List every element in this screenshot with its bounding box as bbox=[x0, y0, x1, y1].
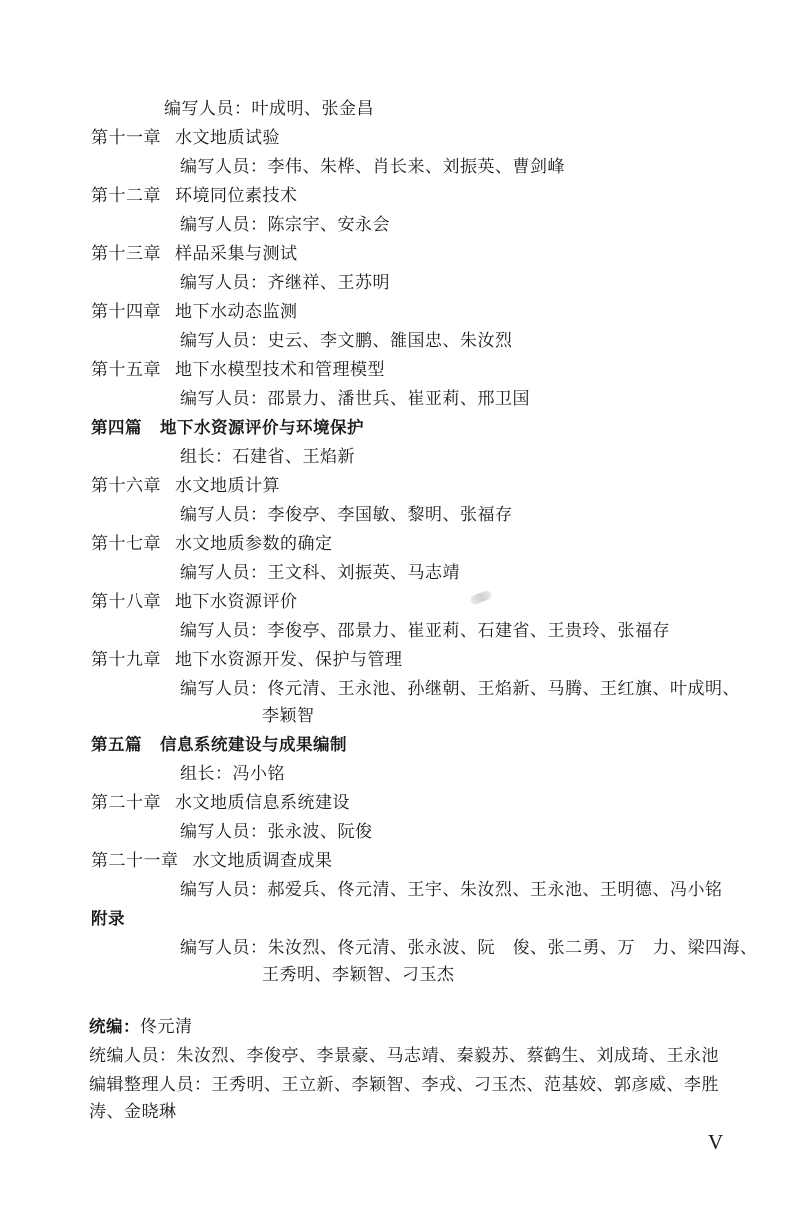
chapter-title: 环境同位素技术 bbox=[175, 186, 298, 206]
chapter-heading bbox=[91, 300, 298, 324]
chapter-number: 第十二章 bbox=[91, 186, 161, 206]
group-leader-line: 组长：冯小铭 bbox=[180, 764, 285, 784]
chapter-heading bbox=[91, 590, 298, 614]
chapter-heading bbox=[91, 474, 280, 498]
chapter-number: 第十八章 bbox=[91, 592, 161, 612]
compilers-line-continuation: 涛、金晓琳 bbox=[89, 1102, 177, 1122]
chapter-number: 第二十一章 bbox=[91, 851, 179, 871]
chapter-title: 水文地质计算 bbox=[175, 476, 280, 496]
author-line: 编写人员：邵景力、潘世兵、崔亚莉、邢卫国 bbox=[180, 389, 530, 409]
author-line: 编写人员：李伟、朱桦、肖长来、刘振英、曹剑峰 bbox=[180, 157, 565, 177]
author-line-continuation: 李颖智 bbox=[262, 706, 315, 726]
author-line: 编写人员：佟元清、王永池、孙继朝、王焰新、马腾、王红旗、叶成明、 bbox=[180, 679, 740, 699]
chapter-heading bbox=[91, 532, 333, 556]
chapter-title: 水文地质参数的确定 bbox=[175, 534, 333, 554]
author-line: 编写人员：史云、李文鹏、雒国忠、朱汝烈 bbox=[180, 331, 513, 351]
chapter-title: 水文地质调查成果 bbox=[192, 851, 333, 871]
chapter-number: 第十五章 bbox=[91, 360, 161, 380]
part-number: 第四篇 bbox=[91, 418, 142, 437]
editors-line: 统编人员：朱汝烈、李俊亭、李景豪、马志靖、秦毅苏、蔡鹤生、刘成琦、王永池 bbox=[89, 1046, 719, 1066]
appendix-heading: 附录 bbox=[91, 909, 125, 928]
chapter-number: 第十六章 bbox=[91, 476, 161, 496]
author-line: 编写人员：叶成明、张金昌 bbox=[164, 99, 374, 119]
chapter-number: 第十九章 bbox=[91, 650, 161, 670]
chapter-heading bbox=[91, 791, 350, 815]
chief-editor-name: 佟元清 bbox=[140, 1017, 193, 1037]
chapter-title: 地下水资源评价 bbox=[175, 592, 298, 612]
chapter-heading bbox=[91, 648, 403, 672]
chapter-heading bbox=[91, 184, 298, 208]
chapter-title: 地下水动态监测 bbox=[175, 302, 298, 322]
scan-smudge bbox=[469, 590, 493, 606]
author-line: 编写人员：张永波、阮俊 bbox=[180, 822, 373, 842]
group-leader-line: 组长：石建省、王焰新 bbox=[180, 447, 355, 467]
author-line: 编写人员：郝爱兵、佟元清、王宇、朱汝烈、王永池、王明德、冯小铭 bbox=[180, 880, 723, 900]
chapter-heading bbox=[91, 849, 333, 873]
chapter-heading bbox=[91, 126, 280, 150]
compilers-line: 编辑整理人员：王秀明、王立新、李颖智、李戎、刁玉杰、范基姣、郭彦威、李胜 bbox=[89, 1075, 719, 1095]
author-line: 编写人员：李俊亭、李国敏、黎明、张福存 bbox=[180, 505, 513, 525]
chapter-heading bbox=[91, 358, 385, 382]
chapter-heading bbox=[91, 242, 298, 266]
author-line: 编写人员：朱汝烈、佟元清、张永波、阮 俊、张二勇、万 力、梁四海、 bbox=[180, 938, 758, 958]
author-line: 编写人员：陈宗宇、安永会 bbox=[180, 215, 390, 235]
page-number: V bbox=[708, 1130, 724, 1154]
part-heading bbox=[91, 416, 364, 440]
chapter-title: 水文地质信息系统建设 bbox=[175, 793, 350, 813]
author-line: 编写人员：李俊亭、邵景力、崔亚莉、石建省、王贵玲、张福存 bbox=[180, 621, 670, 641]
part-title: 信息系统建设与成果编制 bbox=[160, 735, 347, 754]
chapter-title: 地下水资源开发、保护与管理 bbox=[175, 650, 403, 670]
chief-editor-label: 统编： bbox=[89, 1017, 140, 1036]
part-title: 地下水资源评价与环境保护 bbox=[160, 418, 364, 437]
author-line: 编写人员：王文科、刘振英、马志靖 bbox=[180, 563, 460, 583]
chief-editor-line bbox=[89, 1015, 193, 1039]
chapter-title: 样品采集与测试 bbox=[175, 244, 298, 264]
chapter-number: 第十三章 bbox=[91, 244, 161, 264]
chapter-title: 水文地质试验 bbox=[175, 128, 280, 148]
author-line: 编写人员：齐继祥、王苏明 bbox=[180, 273, 390, 293]
author-line-continuation: 王秀明、李颖智、刁玉杰 bbox=[262, 965, 455, 985]
part-number: 第五篇 bbox=[91, 735, 142, 754]
chapter-title: 地下水模型技术和管理模型 bbox=[175, 360, 385, 380]
chapter-number: 第十七章 bbox=[91, 534, 161, 554]
chapter-number: 第二十章 bbox=[91, 793, 161, 813]
chapter-number: 第十四章 bbox=[91, 302, 161, 322]
chapter-number: 第十一章 bbox=[91, 128, 161, 148]
part-heading bbox=[91, 733, 347, 757]
